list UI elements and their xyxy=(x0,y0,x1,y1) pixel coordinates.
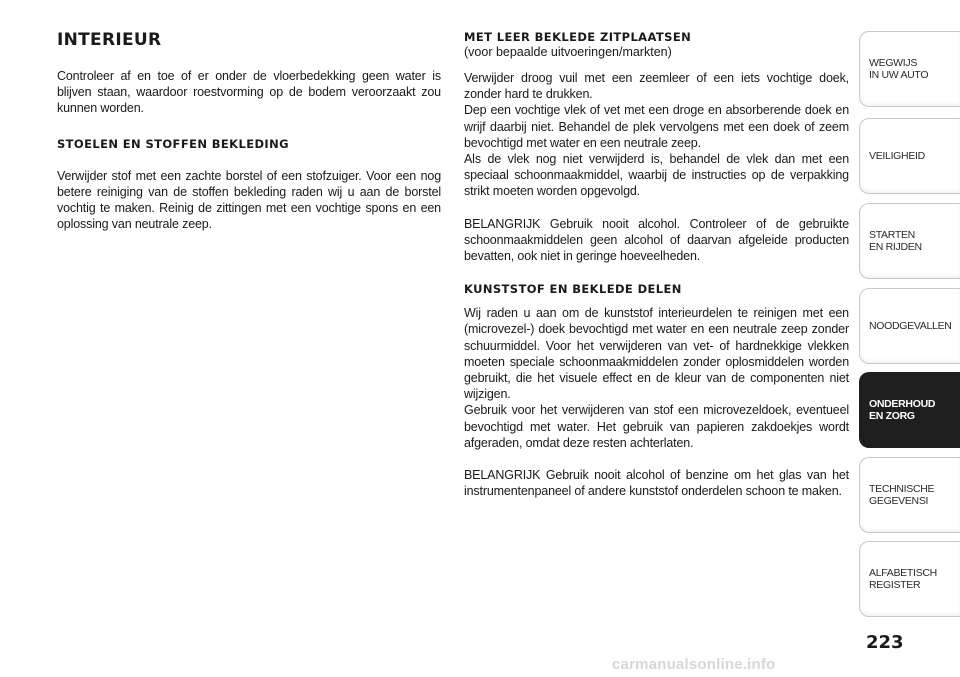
tab-starten[interactable]: STARTEN EN RIJDEN xyxy=(859,203,960,279)
tab-onderhoud[interactable]: ONDERHOUD EN ZORG xyxy=(859,372,960,448)
chapter-sidebar xyxy=(859,0,960,677)
fabric-paragraph: Verwijder stof met een zachte borstel of een stofzuiger. Voor een nog betere reiniging van de stoffen bekleding raden wij u aan de borstel vochtig te maken. Reinig de zittingen met een vochtige spons en een oplossing van neutrale zeep. xyxy=(57,168,441,232)
leather-paragraph-1: Verwijder droog vuil met een zeemleer of een iets vochtige doek, zonder hard te drukken. xyxy=(464,71,849,102)
plastic-paragraph-2: Gebruik voor het verwijderen van stof een microvezeldoek, eventueel bevochtigd met water. Het gebruik van papieren zakdoekjes wordt afgeraden, omdat deze resten achterlaten. xyxy=(464,403,849,450)
leather-paragraph-3: Als de vlek nog niet verwijderd is, behandel de vlek dan met een speciaal schoonmaakmiddel, waarbij de instructies op de verpakking strikt moeten worden opgevolgd. xyxy=(464,152,849,199)
plastic-note: BELANGRIJK Gebruik nooit alcohol of benzine om het glas van het instrumentenpaneel of andere kunststof onderdelen schoon te maken. xyxy=(464,468,849,499)
section-heading-plastic: KUNSTSTOF EN BEKLEDE DELEN xyxy=(464,282,682,297)
tab-veiligheid[interactable]: VEILIGHEID xyxy=(859,118,960,194)
tab-technische[interactable]: TECHNISCHE GEGEVENSI xyxy=(859,457,960,533)
leather-subtitle: (voor bepaalde uitvoeringen/markten) xyxy=(464,45,672,59)
leather-note: BELANGRIJK Gebruik nooit alcohol. Controleer of de gebruikte schoonmaakmiddelen geen alcohol of daarvan afgeleide producten bevatten, ook niet in geringe hoeveelheden. xyxy=(464,216,849,264)
right-column xyxy=(464,30,849,499)
left-column xyxy=(57,30,441,232)
section-heading-fabric: STOELEN EN STOFFEN BEKLEDING xyxy=(57,136,289,151)
section-heading-leather: MET LEER BEKLEDE ZITPLAATSEN xyxy=(464,30,692,44)
leather-paragraph-2: Dep een vochtige vlek of vet met een droge en absorberende doek en wrijf daarbij niet. Behandel de plek vervolgens met een doek of zeem bevochtigd met water en een neutrale zeep. xyxy=(464,103,849,150)
tab-noodgevallen[interactable]: NOODGEVALLEN xyxy=(859,288,960,364)
tab-wegwijs[interactable]: WEGWIJS IN UW AUTO xyxy=(859,31,960,107)
page-title: INTERIEUR xyxy=(57,30,162,50)
page-number: 223 xyxy=(866,632,904,653)
watermark: carmanualsonline.info xyxy=(612,656,776,673)
tab-alfabetisch[interactable]: ALFABETISCH REGISTER xyxy=(859,541,960,617)
intro-paragraph: Controleer af en toe of er onder de vloerbedekking geen water is blijven staan, waardoor roestvorming op de bodem veroorzaakt zou kunnen worden. xyxy=(57,69,441,116)
plastic-paragraph-1: Wij raden u aan om de kunststof interieurdelen te reinigen met een (microvezel-) doek bevochtigd met water en een neutrale zeep zonder schuurmiddel. Voor het verwijderen van vet- of hardnekkige vlekken moeten speciale schoonmaakmiddelen zonder oplosmiddelen worden gebruikt, die het visuele effect en de kleur van de componenten niet wijzigen. xyxy=(464,306,849,402)
